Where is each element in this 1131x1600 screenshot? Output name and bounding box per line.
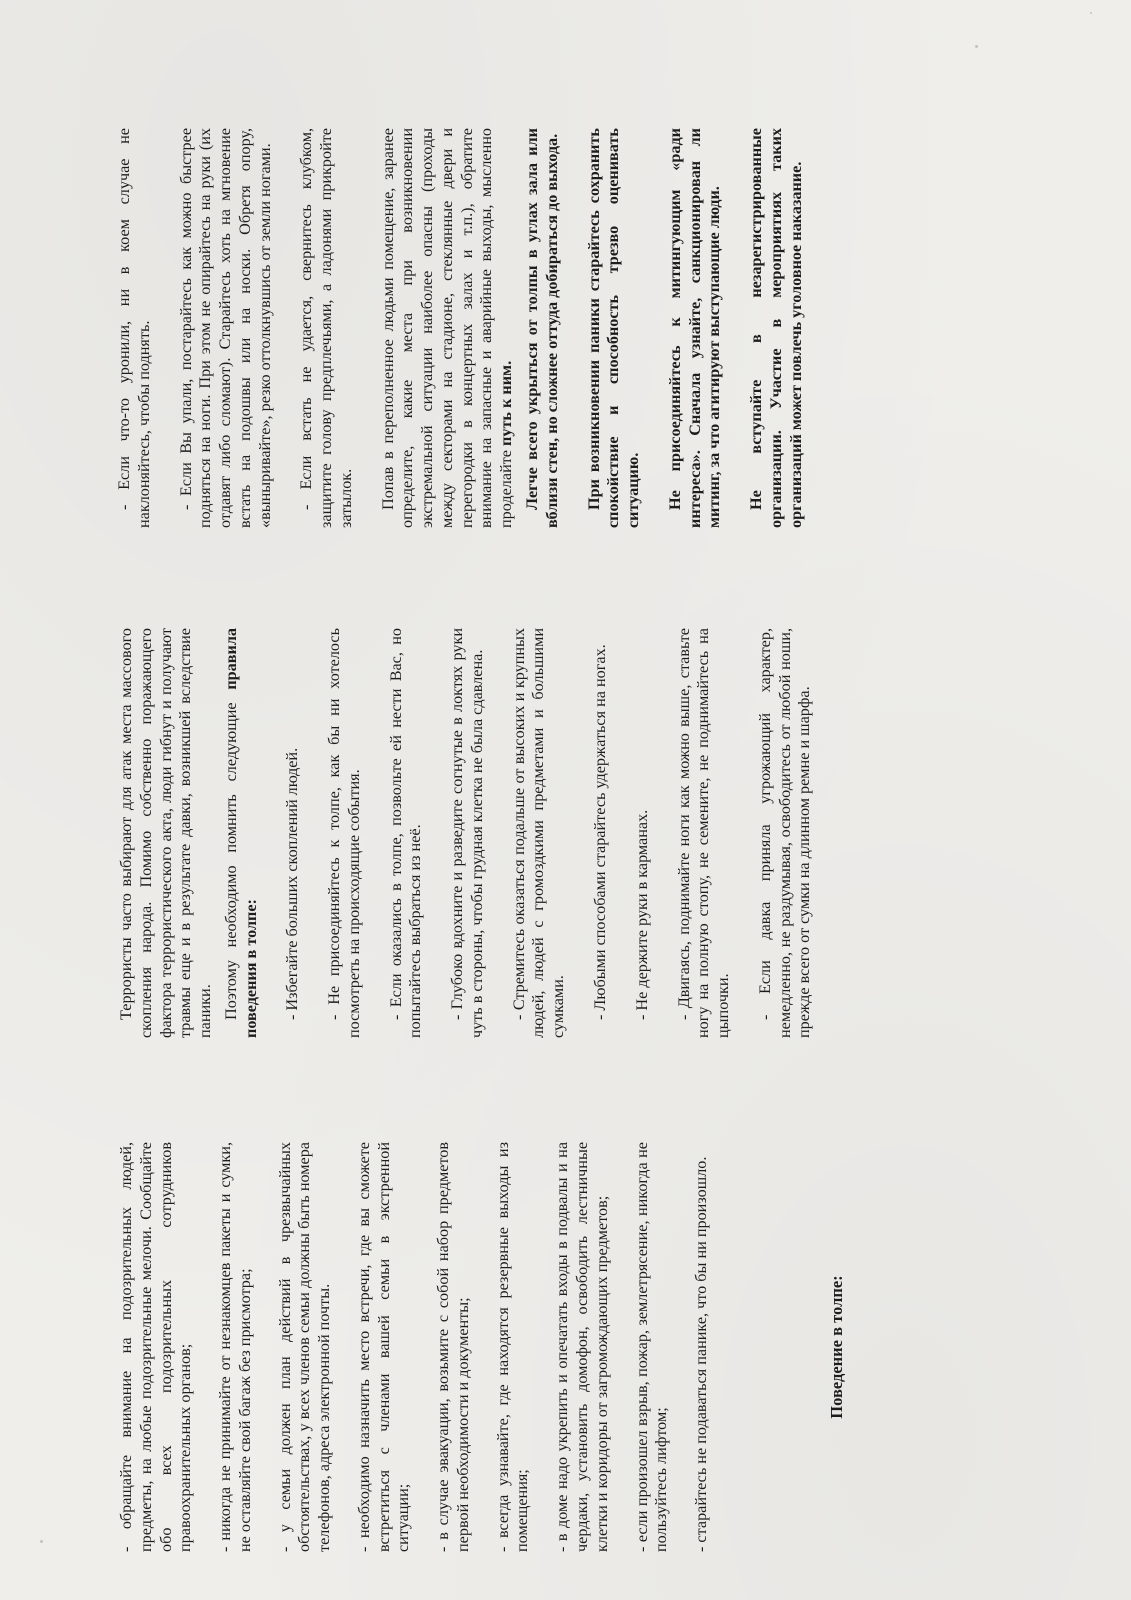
- paragraph: Террористы часто выбирают для атак места массового скопления народа. Помимо собственно поражающего фактора террористического акта, люди гибнут и получают травмы еще и в результате давки, возникшей вследствие паники.: [117, 628, 215, 1038]
- paragraph: - Не держите руки в карманах.: [632, 809, 651, 1020]
- paragraph: - Если давка приняла угрожающий характер, немедленно, не раздумывая, освободитесь от любой ноши, прежде всего от сумки на длинном ремне и шарфа.: [755, 628, 814, 1038]
- paragraph: - если произошел взрыв, пожар, землетрясение, никогда не пользуйтесь лифтом;: [632, 1142, 671, 1552]
- paragraph: - Не присоединяйтесь к толпе, как бы ни хотелось посмотреть на происходящие события.: [325, 628, 363, 1038]
- paragraph: - Если Вы упали, постарайтесь как можно быстрее подняться на ноги. При этом не опирайтесь на руки (их отдавят либо сломают). Старайтесь хоть на мгновение встать на подошвы или на носки. Обретя опору, «выныривайте», резко оттолкнувшись от земли ногами.: [176, 128, 274, 528]
- paragraph: - никогда не принимайте от незнакомцев пакеты и сумки, не оставляйте свой багаж без присмотра;: [216, 1142, 254, 1552]
- paragraph: - в случае эвакуации, возьмите с собой набор предметов первой необходимости и документы;: [434, 1142, 472, 1552]
- paragraph: - в доме надо укрепить и опечатать входы в подвалы и на чердаки, установить домофон, освободить лестничные клетки и коридоры от загромождающих предметов;: [553, 1142, 611, 1552]
- paragraph: - Если встать не удается, свернитесь клубком, защитите голову предплечьями, а ладонями прикройте затылок.: [297, 128, 355, 528]
- rules-heading: правила поведения в толпе:: [221, 628, 260, 1038]
- paragraph: - старайтесь не подаваться панике, что бы ни произошло.: [692, 1156, 711, 1552]
- column-right: [115, 128, 828, 528]
- venue-text: Попав в переполненное людьми помещение, заранее определите, какие места при возникновении экстремальной ситуации наиболее опасны (проходы между секторами на стадионе, стеклянные двери и перегородки в концертных залах и т.п.), обратите внимание на запасные и аварийные выходы, мысленно проделайте: [378, 128, 516, 528]
- paragraph-rules-intro: [222, 628, 262, 1038]
- venue-bold: путь к ним.: [497, 360, 516, 446]
- column-middle: [117, 628, 837, 1038]
- column-left: [117, 1142, 732, 1552]
- paragraph: - Любыми способами старайтесь удержаться на ногах.: [591, 644, 610, 1020]
- paragraph: - Если что-то уронили, ни в коем случае не наклоняйтесь, чтобы поднять.: [115, 128, 153, 528]
- paragraph: - у семьи должен план действий в чрезвычайных обстоятельствах, у всех членов семьи должны быть номера телефонов, адреса электронной почты.: [275, 1142, 334, 1552]
- rules-intro-text: Поэтому необходимо помнить следующие: [221, 689, 240, 1020]
- scan-speck: [975, 45, 978, 48]
- paragraph-bold: Не присоединяйтесь к митингующим «ради интереса». Сначала узнайте, санкционирован ли митинг, за что агитируют выступающие люди.: [665, 128, 724, 528]
- paragraph: - Двигаясь, поднимайте ноги как можно выше, ставьте ногу на полную стопу, не семените, не поднимайтесь на цыпочки.: [674, 628, 733, 1038]
- paragraph-bold: При возникновении паники старайтесь сохранить спокойствие и способность трезво оценивать ситуацию.: [584, 128, 643, 528]
- scan-speck: [40, 1540, 43, 1543]
- scan-speck: [380, 1175, 382, 1177]
- paragraph: - всегда узнавайте, где находятся резервные выходы из помещения;: [493, 1142, 532, 1552]
- paragraph: - Избегайте больших скоплений людей.: [283, 747, 302, 1020]
- scan-speck: [1090, 12, 1092, 14]
- paragraph: - Стремитесь оказаться подальше от высоких и крупных людей, людей с громоздкими предметами и большими сумками.: [509, 628, 568, 1038]
- paragraph: - обращайте внимание на подозрительных людей, предметы, на любые подозрительные мелочи. Сообщайте обо всех подозрительных сотрудников правоохранительных органов;: [117, 1142, 195, 1552]
- paragraph-bold: Не вступайте в незарегистрированные организации. Участие в мероприятиях таких организаций может повлечь уголовное наказание.: [747, 128, 805, 528]
- paragraph-bold: Легче всего укрыться от толпы в углах зала или вблизи стен, но сложнее оттуда добираться до выхода.: [523, 128, 561, 528]
- paragraph: - Глубоко вдохните и разведите согнутые в локтях руки чуть в стороны, чтобы грудная клетка не была сдавлена.: [448, 628, 486, 1038]
- paragraph: - Если оказались в толпе, позвольте ей нести Вас, но попытайтесь выбраться из неё.: [386, 628, 425, 1038]
- section-heading-crowd: Поведение в толпе:: [827, 1275, 846, 1419]
- paragraph: - необходимо назначить место встречи, где вы сможете встретиться с членами вашей семьи в экстренной ситуации;: [354, 1142, 413, 1552]
- paragraph-venue: [379, 128, 517, 528]
